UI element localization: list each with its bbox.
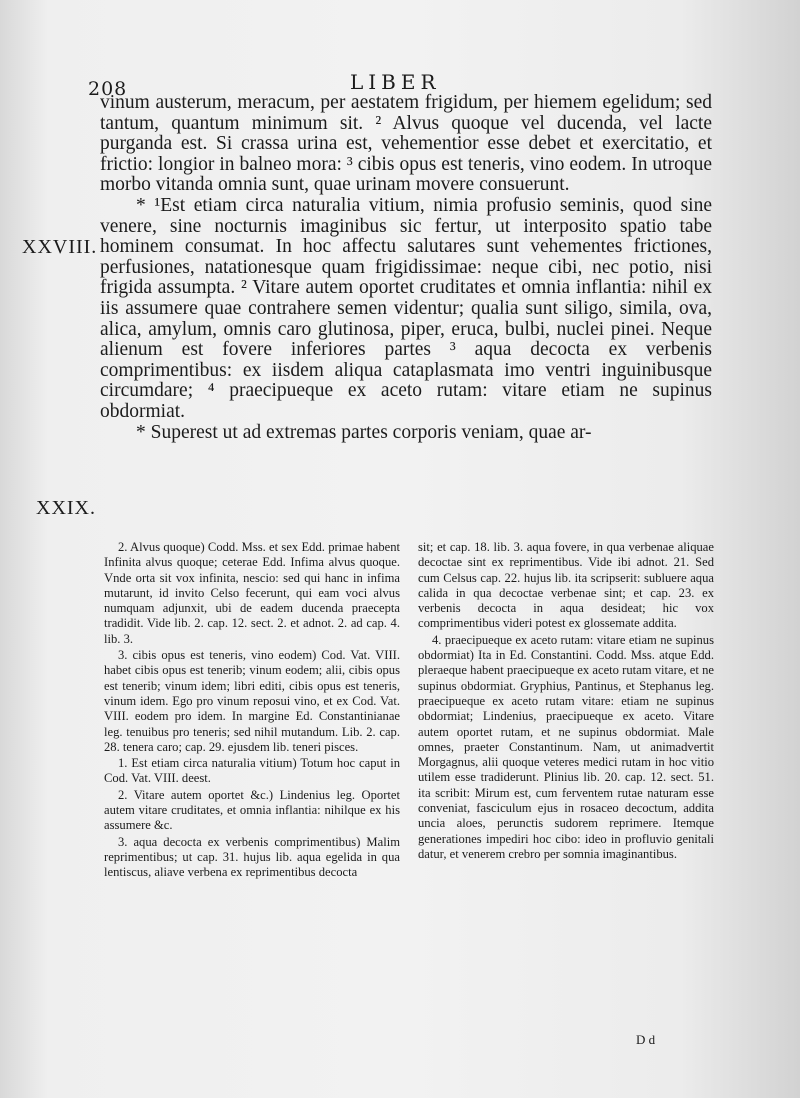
page-number: 208 [88,78,128,100]
footnote: 1. Est etiam circa naturalia vitium) Totum hoc caput in Cod. Vat. VIII. deest. [104,756,400,786]
catchword: D d [636,1032,656,1047]
footnote: 2. Vitare autem oportet &c.) Lindenius leg. Oportet autem vitare cruditates, et omnia inflantia: nihilque ex his assumere &c. [104,787,400,833]
footnote: 2. Alvus quoque) Codd. Mss. et sex Edd. primae habent Infinita alvus quoque; ceterae Edd. Infima alvus quoque. Vnde orta sit vox infinita, nescio: sed qui hanc in infima mutarunt, id invito Celso fecerunt, qui eam voci alvus numquam adjunxit, ubi de eadem ducenda praecepta tradidit. Vide lib. 2. cap. 12. sect. 2. et adnot. 2. ad cap. 4. lib. 3. [104,540,400,646]
footnotes-left-column [104,540,400,882]
footnote-continuation: sit; et cap. 18. lib. 3. aqua fovere, in qua verbenae aliquae decoctae sint ex reprimentibus. Vide ibi adnot. 21. Sed cum Celsus cap. 22. hujus lib. ita scripserit: subluere aqua calida in qua decoctae verbenae sint; et cap. 23. ex verbenis decocta in aqua desideat; hic vox comprimentibus videri potest ex glossemate addita. [418,540,714,631]
running-title: LIBER [350,70,441,94]
chapter-number-29: XXIX. [36,497,96,519]
main-paragraph-2: * ¹Est etiam circa naturalia vitium, nimia profusio seminis, quod sine venere, sine nocturnis imaginibus sic fertur, ut interposito spatio tabe hominem consumat. In hoc affectu salutares sunt vehementes frictiones, perfusiones, natationesque quam frigidissimae: neque cibi, nec potio, nisi frigida assumpta. ² Vitare autem oportet cruditates et omnia inflantia: nihil ex iis assumere quae contrahere semen videntur; qualia sunt siligo, simila, ova, alica, amylum, omnis caro glutinosa, piper, eruca, bulbi, nuclei pinei. Neque alienum est fovere inferiores partes ³ aqua decocta ex verbenis comprimentibus: ex iisdem aliqua cataplasmata imo ventri inguinibusque circumdare; ⁴ praecipueque ex aceto rutam: vitare etiam ne supinus obdormiat. [100,194,712,422]
chapter-number-28: XXVIII. [22,236,98,258]
main-paragraph-1: vinum austerum, meracum, per aestatem frigidum, per hiemem egelidum; sed tantum, quantum minimum sit. ² Alvus quoque vel ducenda, vel lacte purganda est. Si crassa urina est, vehementior esse debet et exercitatio, et frictio: longior in balneo mora: ³ cibis opus est teneris, vino eodem. In utroque morbo vitanda omnia sunt, quae urinam movere consuerunt. [100,92,712,196]
footnotes [104,540,714,882]
main-paragraph-3: * Superest ut ad extremas partes corporis veniam, quae ar- [136,421,592,443]
footnote: 3. cibis opus est teneris, vino eodem) Cod. Vat. VIII. habet cibis opus est tenerib; vinum eodem; alii, cibis opus est tenerib; vinum idem; libri editi, cibis opus est teneris, vinum idem. Ego pro vinum reposui vino, et ex Cod. Vat. VIII. eodem pro idem. In margine Ed. Constantinianae leg. tenuibus pro teneris; sed nihil mutandum. Lib. 2. cap. 28. tenera caro; cap. 29. ejusdem lib. teneri pisces. [104,648,400,754]
main-text [100,93,712,443]
footnote: 4. praecipueque ex aceto rutam: vitare etiam ne supinus obdormiat) Ita in Ed. Constantini. Codd. Mss. atque Edd. pleraeque habent praecipueque ex aceto rutam vitare, et ne supinus obdormiat. Gryphius, Pantinus, et Stephanus leg. praecipueque ex aceto rutam vitare: etiam ne supinus obdormiat; Lindenius, praecipueque ex aceto. Vitare autem oportet rutam, et ne supinus obdormiat. Male omnes, praeter Constantinum. Nam, ut animadvertit Morgagnus, alii quoque veteres medici rutam in hoc vitio utilem esse tradiderunt. Plinius lib. 20. cap. 12. sect. 51. ita scribit: Mirum est, cum ferventem rutae naturam esse conveniat, fasciculum ejus in rosaceo decoctum, addita uncia aloes, perunctis sudorem reprimere. Itemque generationes impediri hoc cibo: ideo in profluvio genitali datur, et venerem crebro per somnia imaginantibus. [418,632,714,861]
footnotes-right-column [418,540,714,882]
footnote: 3. aqua decocta ex verbenis comprimentibus) Malim reprimentibus; ut cap. 31. hujus lib. aqua egelida in qua lentiscus, aliave verbena ex reprimentibus decocta [104,834,400,880]
